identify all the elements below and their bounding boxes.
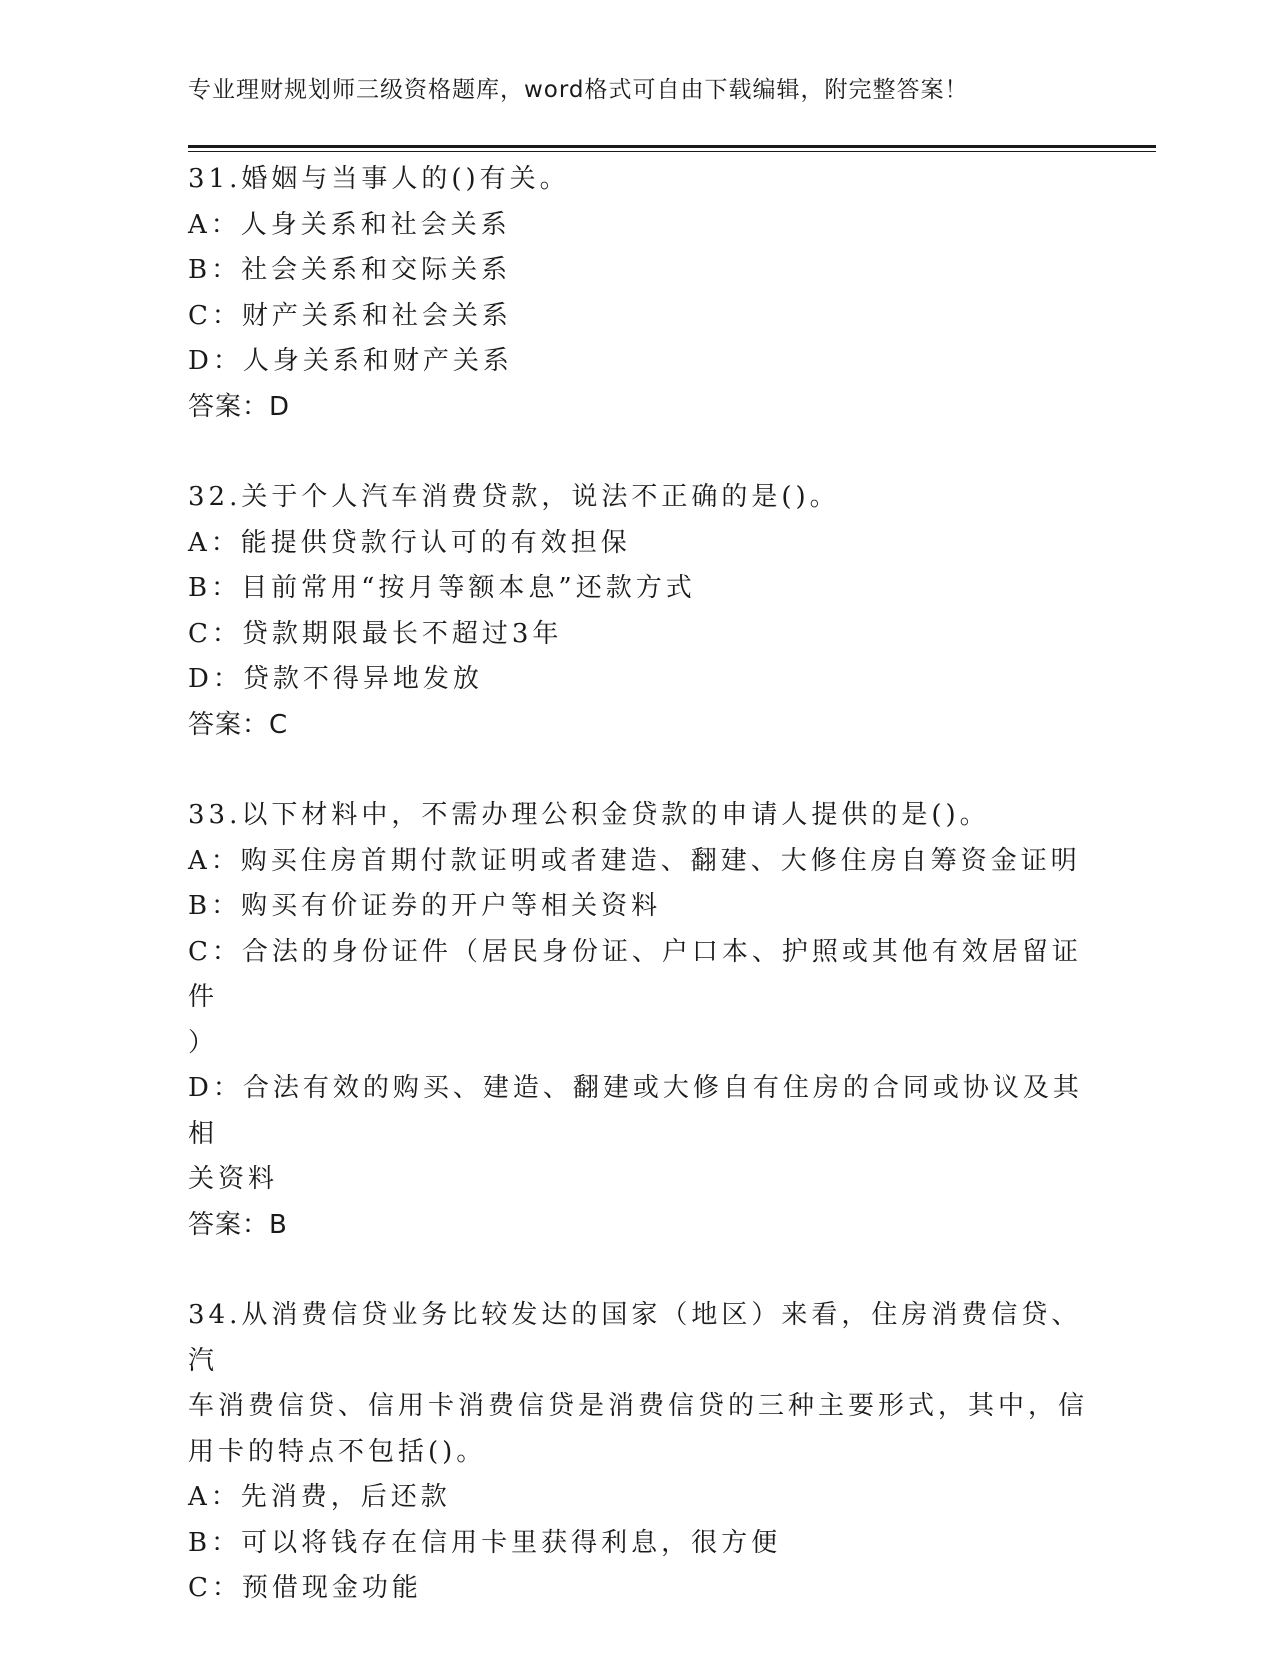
option-c: C：预借现金功能	[188, 1573, 422, 1603]
option-a: A：先消费，后还款	[188, 1482, 451, 1512]
option-d: D：人身关系和财产关系	[188, 346, 513, 376]
question-33	[188, 793, 1088, 1248]
option-a: A：购买住房首期付款证明或者建造、翻建、大修住房自筹资金证明	[188, 845, 1081, 876]
header-rule-thin	[188, 151, 1156, 152]
question-stem-continued: 车消费信贷、信用卡消费信贷是消费信贷的三种主要形式，其中，信	[188, 1391, 1089, 1421]
answer-line: 答案：C	[188, 709, 289, 740]
question-stem: 34.从消费信贷业务比较发达的国家（地区）来看，住房消费信贷、汽	[188, 1300, 1082, 1376]
option-b: B：购买有价证券的开户等相关资料	[188, 891, 662, 921]
option-c: C：财产关系和社会关系	[188, 300, 512, 331]
option-c-continued: ）	[188, 1027, 219, 1058]
question-list	[188, 157, 1088, 1657]
option-a: A：能提供贷款行认可的有效担保	[188, 527, 631, 558]
question-stem: 33.以下材料中，不需办理公积金贷款的申请人提供的是()。	[188, 800, 990, 830]
option-a: A：人身关系和社会关系	[188, 209, 511, 240]
answer-line: 答案：D	[188, 391, 291, 422]
option-d: D：贷款不得异地发放	[188, 664, 483, 694]
answer-line: 答案：B	[188, 1209, 288, 1240]
question-31	[188, 157, 1088, 430]
option-d: D：合法有效的购买、建造、翻建或大修自有住房的合同或协议及其相	[188, 1073, 1083, 1149]
option-c: C：合法的身份证件（居民身份证、户口本、护照或其他有效居留证件	[188, 936, 1082, 1012]
question-stem-continued: 用卡的特点不包括()。	[188, 1436, 487, 1467]
option-b: B：目前常用“按月等额本息”还款方式	[188, 573, 696, 603]
question-stem: 32.关于个人汽车消费贷款，说法不正确的是()。	[188, 482, 840, 512]
option-c: C：贷款期限最长不超过3年	[188, 618, 563, 649]
header-rule-thick	[188, 145, 1156, 148]
option-d-continued: 关资料	[188, 1164, 279, 1194]
option-b: B：可以将钱存在信用卡里获得利息，很方便	[188, 1527, 782, 1558]
question-stem: 31.婚姻与当事人的()有关。	[188, 164, 570, 194]
question-32	[188, 475, 1088, 748]
option-b: B：社会关系和交际关系	[188, 255, 512, 285]
question-34	[188, 1293, 1088, 1612]
page-header: 专业理财规划师三级资格题库，word格式可自由下载编辑，附完整答案！	[188, 77, 969, 103]
